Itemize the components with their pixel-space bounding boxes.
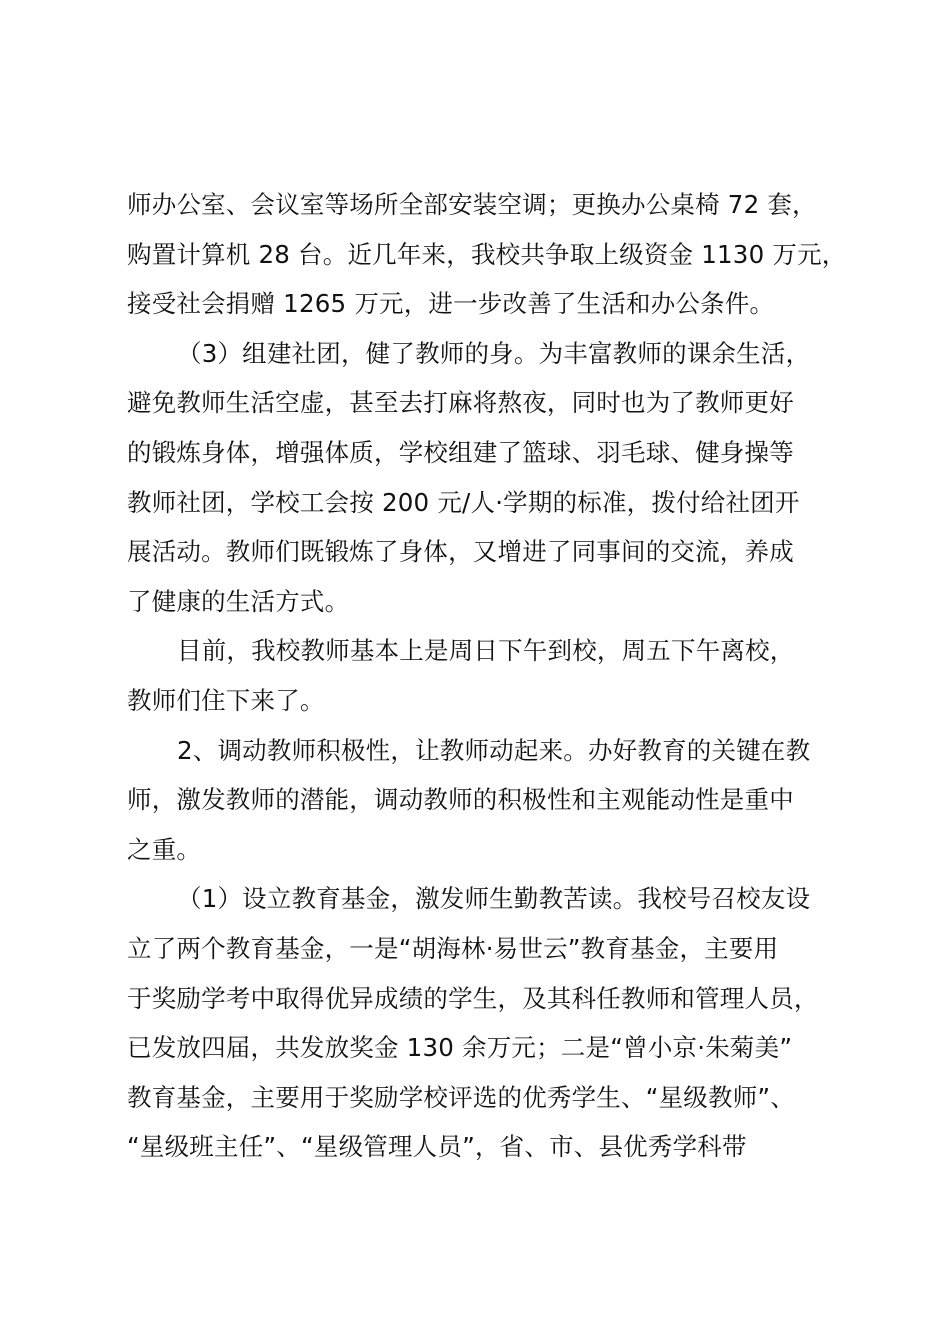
text-line: 教育基金，主要用于奖励学校评选的优秀学生、“星级教师”、 — [127, 1082, 795, 1112]
text-line: 购置计算机 28 台。近几年来，我校共争取上级资金 1130 万元， — [127, 239, 847, 269]
text-line: 师，激发教师的潜能，调动教师的积极性和主观能动性是重中 — [127, 785, 794, 815]
text-line: “星级班主任”、“星级管理人员”，省、市、县优秀学科带 — [127, 1132, 747, 1162]
text-line: 教师社团，学校工会按 200 元/人·学期的标准，拨付给社团开 — [127, 487, 800, 517]
paragraph-start-line: 2、调动教师积极性，让教师动起来。办好教育的关键在教 — [177, 735, 811, 765]
text-line: 接受社会捐赠 1265 万元，进一步改善了生活和办公条件。 — [127, 289, 775, 319]
paragraph-start-line: （1）设立教育基金，激发师生勤教苦读。我校号召校友设 — [177, 884, 811, 914]
body-text — [127, 180, 862, 1172]
text-line: 于奖励学考中取得优异成绩的学生，及其科任教师和管理人员， — [127, 983, 819, 1013]
text-line: 师办公室、会议室等场所全部安装空调；更换办公桌椅 72 套， — [127, 190, 817, 219]
paragraph-start-line: 目前，我校教师基本上是周日下午到校，周五下午离校， — [177, 636, 795, 666]
text-line: 之重。 — [127, 834, 202, 864]
text-line: 避免教师生活空虚，甚至去打麻将熬夜，同时也为了教师更好 — [127, 388, 794, 418]
text-line: 立了两个教育基金，一是“胡海林·易世云”教育基金，主要用 — [127, 933, 779, 963]
paragraph-start-line: （3）组建社团，健了教师的身。为丰富教师的课余生活， — [177, 338, 811, 368]
text-line: 已发放四届，共发放奖金 130 余万元；二是“曾小京·朱菊美” — [127, 1033, 793, 1063]
text-line: 了健康的生活方式。 — [127, 586, 350, 616]
text-line: 教师们住下来了。 — [127, 685, 325, 715]
text-line: 的锻炼身体，增强体质，学校组建了篮球、羽毛球、健身操等 — [127, 437, 794, 467]
text-line: 展活动。教师们既锻炼了身体，又增进了同事间的交流，养成 — [127, 537, 794, 567]
